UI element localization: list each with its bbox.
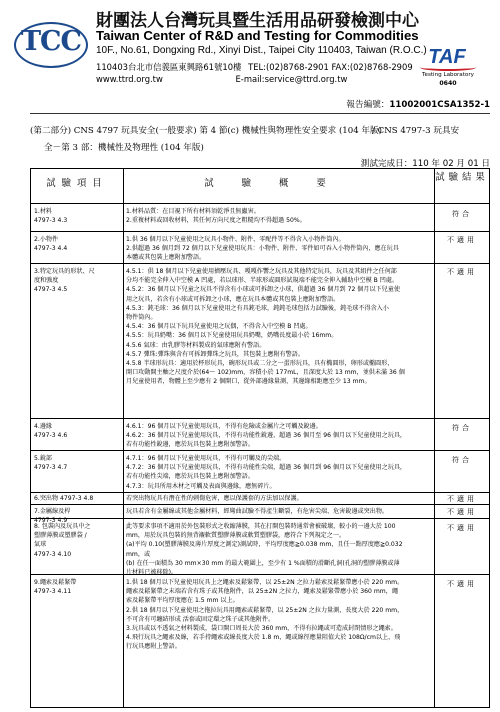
- cell-line: 塑膠薄膜或塑膠袋 /: [34, 532, 87, 540]
- cell-line: 4797-3 4.11: [34, 588, 72, 596]
- cell-line: 4.6.1：96 個月以下兒童使用玩具，不得有危險或金屬片之可觸及銳邊。: [126, 423, 322, 430]
- column-divider: [434, 169, 435, 707]
- section-title-standard: / CNS 4797-3 玩具安: [372, 126, 460, 136]
- row-result: 不適用: [447, 508, 477, 516]
- row-divider: [31, 203, 489, 204]
- cell-line: 4.7.1：96 個月以下兒童使用玩具，不得有可觸及的尖端。: [126, 455, 286, 462]
- cell-line: 7.金屬線及桿: [34, 508, 71, 515]
- row-item: [34, 267, 122, 295]
- cell-line: 4797-3 4.5: [34, 286, 68, 294]
- cell-line: 片材料已被移除)。: [126, 569, 178, 577]
- row-divider: [31, 418, 489, 419]
- cell-line: (a)平均 0.10(塑膠薄膜及薄片厚度之測定)測試時，平均厚度應≧0.038 mm，且任一點厚度應≧0.032: [126, 541, 403, 549]
- org-address-en: 10F., No.61, Dongxing Rd., Xinyi Dist., Taipei City 110403, Taiwan (R.O.C.): [96, 45, 427, 56]
- header-divider: [30, 113, 490, 114]
- cell-line: 4.5.2：36 個月以下兒童之玩具不得含有小球或可拆卸之小球，供超過 36 個月到 72 個月以下兒童使: [126, 286, 400, 294]
- cell-line: 此等要求事項不適用於外包裝形式之收縮薄膜，其在打開包裝時通常會被破壞，較小的一邊大於 100: [126, 523, 396, 530]
- cell-line: 2.小物件: [34, 236, 59, 243]
- cell-line: mm，用於玩具包裝的無背襯軟質塑膠薄膜或軟質塑膠袋，應符合下列規定之一。: [126, 532, 346, 540]
- row-summary: [126, 267, 433, 387]
- cell-line: 4797-3 4.10: [34, 550, 72, 558]
- cell-line: 4.5.1：供 18 個月以下兒童使用擠壓玩具、嘎嘎作響之玩具及其他特定玩具，玩具及其組件之任何部: [126, 268, 397, 275]
- cell-line: 物件筒內。: [126, 314, 157, 322]
- email: E-mail:service@ttrd.org.tw: [235, 74, 348, 84]
- cell-line: 3.特定玩具的形狀、尺: [34, 268, 95, 275]
- row-result: 不適用: [447, 580, 477, 588]
- section-title-line-1: (第二部分) CNS 4797 玩具安全(一般要求) 第 4 節(c) 機械性與物理性安全要求 (104 年版): [30, 126, 382, 136]
- header-test-item: 試驗項目: [46, 178, 108, 189]
- row-item: [34, 422, 122, 440]
- website: www.ttrd.org.tw: [96, 74, 163, 84]
- cell-line: 4.7.3：玩具所用木材之可觸及表面與邊緣，應無碎片。: [126, 482, 276, 490]
- cell-line: 用之玩具，若含有小球或可拆卸之小球，應在玩具本體或其包裝上應附加警語。: [126, 295, 340, 303]
- cell-line: 4797-3 4.9: [34, 517, 68, 525]
- cell-line: 1.供 18 個月以下兒童使用玩具上之繩索及鬆緊帶，以 25±2N 之拉力鬆索及鬆緊帶應小於 220 mm。: [126, 579, 404, 586]
- contact-line-2: [96, 74, 347, 84]
- row-result: 不適用: [447, 524, 477, 532]
- cell-line: 若有功能性銳邊，應於玩具包裝上應附加警語。: [126, 441, 254, 449]
- org-title-zh: 財團法人台灣玩具暨生活用品研發檢測中心: [96, 11, 419, 31]
- row-summary: [126, 494, 433, 503]
- cell-line: 4.5.8 半球形玩具：適用於杯形玩具，碗形玩具或二分之一蛋形玩具，具有橢圓形，卵形或橢圓形，: [126, 360, 394, 368]
- cell-line: 1.材料品質：在目視下所有材料須乾淨且無蟲害。: [126, 208, 260, 215]
- org-title-en: Taiwan Center of R&D and Testing for Commodities: [96, 28, 419, 43]
- row-result: 不適用: [447, 495, 477, 503]
- cell-line: 2.供 18 個月以下兒童使用之拖拉玩具用繩索或鬆緊帶，以 25±2N 之拉力量測，長度大於 220 mm，: [126, 606, 404, 614]
- row-summary: [126, 235, 433, 263]
- cell-line: 分均不能完全伸入中空模 A 凹處，若以球形、半球形或圓形試規端不能完全伸入輔助中空模 B 凹處。: [126, 277, 399, 285]
- logo-text: TCC: [20, 26, 82, 57]
- row-item: [34, 578, 122, 596]
- row-item: [34, 207, 122, 225]
- cell-line: 4.7.2：36 個月以下兒童使用玩具，不得有功能性尖端，超過 36 個月到 96 個月以下兒童使用之玩具，: [126, 464, 407, 472]
- row-summary: [126, 454, 433, 491]
- cell-line: 4.5.4：36 個月以下玩具兒童使用之玩偶，不得含入中空模 B 凹處。: [126, 323, 312, 331]
- cell-line: 4797-3 4.3: [34, 217, 68, 225]
- cell-line: mm，或: [126, 550, 151, 558]
- report-number: 11002001CSA1352-1: [389, 100, 490, 110]
- row-summary: [126, 522, 433, 577]
- cell-line: 月兒童使用者，物體上至少應有 2 個開口，從外部邊緣量測，其邊緣相距應至少 13 mm。: [126, 378, 371, 386]
- cell-line: 9.繩索及鬆緊帶: [34, 579, 77, 586]
- cell-line: 1.材料: [34, 208, 53, 215]
- row-summary: [126, 207, 433, 225]
- row-divider: [31, 492, 489, 493]
- cell-line: 4.5.3：鈍毛球：36 個月以下兒童使用之有具鈍毛球，鈍鈍毛球包括力試驗後，鈍毛球不得含入小: [126, 304, 389, 312]
- report-number-label: 報告編號：: [346, 100, 390, 110]
- cell-line: 4.5.5：玩具奶嘴：36 個月以下兒童使用玩具奶嘴，奶嘴長度最小於 16mm。: [126, 332, 338, 340]
- tel-fax: TEL:(02)8768-2901 FAX:(02)8768-2909: [248, 62, 413, 72]
- cell-line: 若有功能性尖端，應於玩具包裝上應附加警語。: [126, 473, 254, 481]
- row-summary: [126, 422, 433, 450]
- row-result: 不適用: [447, 236, 477, 244]
- row-summary: [126, 507, 433, 516]
- cell-line: 4.5.7 彈珠:彈珠與含有可拆卸彈珠之玩具，其包裝上應附有警語。: [126, 350, 304, 358]
- row-item: [34, 454, 122, 472]
- taf-swoosh-icon: [420, 64, 476, 71]
- row-result: 符合: [452, 210, 472, 218]
- cell-line: 繩索及鬆緊帶之末端若含有珠子或其他附件，以 25±2N 之拉力，繩索及鬆緊帶應小於 360 mm，繩: [126, 588, 398, 596]
- test-completion-date: 測試完成日：110 年 02 月 01 日: [360, 159, 490, 169]
- row-result: 符合: [452, 456, 472, 464]
- cell-line: 4797-3 4.4: [34, 245, 68, 253]
- cell-line: 索及鬆緊帶平均厚度應在 1.5 mm 以上。: [126, 597, 239, 605]
- org-address-zh: 110403台北市信義區東興路61號10樓: [96, 62, 242, 72]
- cell-line: 6.突出物 4797-3 4.8: [34, 495, 94, 502]
- row-item: [34, 235, 122, 253]
- section-title-line-2: 全－第 3 部：機械性及物理性 (104 年版): [44, 143, 204, 153]
- taf-lab-number: 0640: [439, 80, 457, 87]
- cell-line: 本體或其包裝上應附加警語。: [126, 254, 206, 262]
- cell-line: 2.供超過 36 個月到 72 個月以下兒童使用玩具：小物件、附件、零件如可吞入小物件筒內，應在玩具: [126, 245, 399, 253]
- cell-line: 開口攻動開主軸之尺度介於(64～ 102)mm，容積小於 177mL，且深度大於 13 mm，並供未滿 36 個: [126, 369, 405, 377]
- cell-line: 若突出物玩具有潛在性的刺傷危害，應以保護套的方法加以保護。: [126, 495, 303, 502]
- tcc-logo: [14, 22, 88, 68]
- row-item: [34, 522, 122, 559]
- cell-line: 行玩具應附上警語。: [126, 643, 181, 651]
- cell-line: 4.5.6 氣球：由乳膠等材料製成的氣球應附有警語。: [126, 341, 266, 349]
- report-number-line: [250, 98, 490, 110]
- test-results-table: [30, 168, 490, 708]
- cell-line: 不可含有可纏結形成 活套或固定環之珠子或其他附件。: [126, 615, 275, 623]
- cell-line: 8. 包裝內及玩具中之: [34, 523, 91, 530]
- cell-line: 度和強度: [34, 277, 59, 285]
- cell-line: 4.6.2：36 個月以下兒童使用玩具，不得有功能性銳邊，超過 36 個月至 96 個月以下兒童使用之玩具，: [126, 432, 407, 440]
- taf-lab-label: Testing Laboratory: [422, 72, 474, 78]
- header-test-result: 試驗結果: [435, 172, 489, 183]
- row-divider: [31, 231, 489, 232]
- column-divider: [123, 169, 124, 707]
- row-divider: [31, 504, 489, 505]
- cell-line: 玩具若含有金屬線或其他金屬材料，經彎曲試驗不得產生斷裂，有危害尖端、危害銳邊或突出物。: [126, 508, 389, 515]
- row-item: [34, 494, 122, 503]
- cell-line: 5.銳部: [34, 455, 53, 462]
- row-divider: [31, 450, 489, 451]
- row-result: 符合: [452, 424, 472, 432]
- contact-line-1: [96, 61, 413, 73]
- row-divider: [31, 263, 489, 264]
- taf-logo: [416, 44, 478, 70]
- cell-line: 1.供 36 個月以下兒童使用之玩具小物件、附件、零配件等不得含入小物件筒內。: [126, 236, 345, 243]
- cell-line: 4797-3 4.6: [34, 432, 68, 440]
- row-result: 不適用: [447, 268, 477, 276]
- taf-accreditation-mark: [406, 44, 492, 94]
- header-test-summary: 試驗概要: [204, 178, 354, 189]
- taf-logo-text: TAF: [428, 46, 466, 68]
- cell-line: 氣球: [34, 541, 47, 549]
- row-summary: [126, 578, 433, 652]
- cell-line: 4797-3 4.7: [34, 464, 68, 472]
- cell-line: (b) 在任一面積為 30 mm×30 mm 的最大範圍上，至少有 1 %面積的滑斷孔洞(孔洞的塑膠薄膜或薄: [126, 559, 400, 567]
- cell-line: 3.玩具或以不透氣之材料製成，袋口開口周長大於 360 mm，不得有拉繩或可造成封閉情形之繩索。: [126, 625, 397, 633]
- cell-line: 2.重複材料或回收材料，其任何方向尺度之粗糙均不得超過 50%。: [126, 217, 306, 225]
- cell-line: 4.飛行玩具之繩索及線，若手持繩索或線長度大於 1.8 m，繩或線徑應量阻值大於 108Ω/cm以上，飛: [126, 634, 401, 642]
- cell-line: 4.邊緣: [34, 423, 53, 430]
